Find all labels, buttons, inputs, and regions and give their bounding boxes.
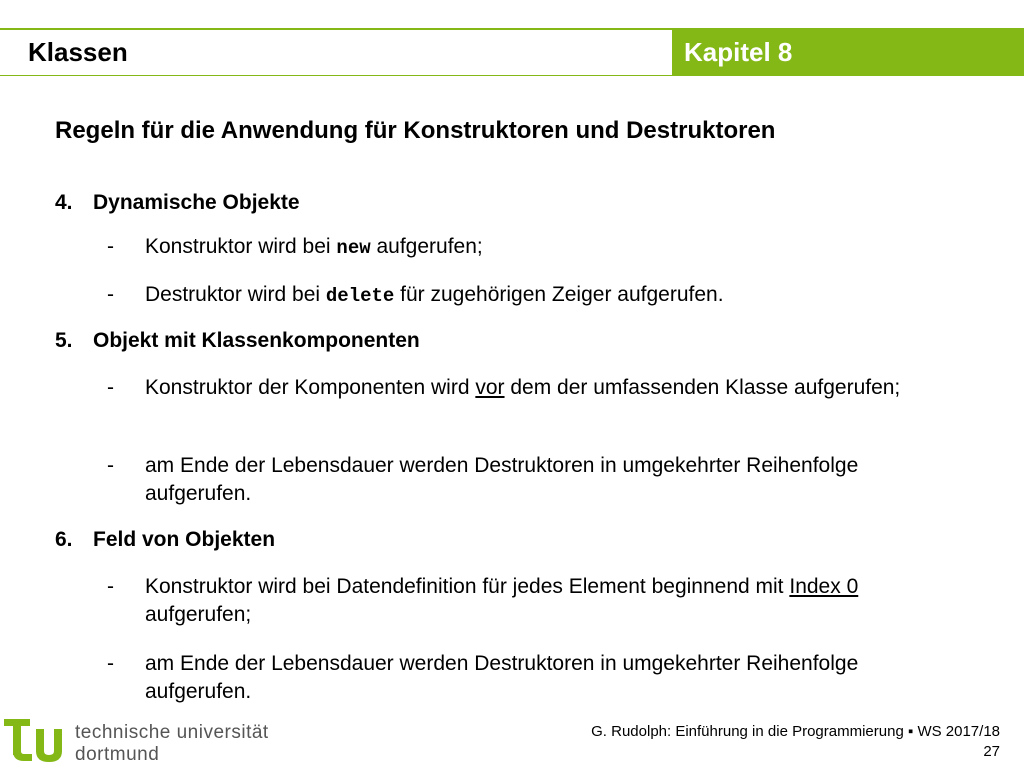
footer-citation: G. Rudolph: Einführung in die Programmierung ▪ WS 2017/18	[591, 723, 1000, 740]
bullet-text-part: dem der umfassenden Klasse aufgerufen;	[504, 376, 901, 399]
bullet-text-part: Konstruktor wird bei Datendefinition für jedes Element beginnend mit	[145, 575, 790, 598]
bullet-dash: -	[107, 454, 114, 477]
university-name-line2: dortmund	[75, 744, 160, 765]
bullet-text	[145, 374, 945, 402]
bullet-text-part: Konstruktor wird bei	[145, 235, 337, 258]
bullet-text-part: aufgerufen;	[145, 603, 252, 626]
bullet-text	[145, 573, 945, 629]
bullet-text-part: Konstruktor der Komponenten wird	[145, 376, 476, 399]
tu-logo-icon	[4, 715, 68, 767]
bullet-dash: -	[107, 283, 114, 306]
bullet-dash: -	[107, 376, 114, 399]
bullet-dash: -	[107, 575, 114, 598]
bullet-text-part: für zugehörigen Zeiger aufgerufen.	[394, 283, 724, 306]
underlined-word: vor	[475, 376, 505, 399]
bullet-dash: -	[107, 235, 114, 258]
list-item-number: 5.	[55, 329, 73, 352]
list-item-title: Feld von Objekten	[93, 528, 276, 551]
list-item-title: Objekt mit Klassenkomponenten	[93, 329, 420, 352]
code-keyword: new	[336, 237, 371, 259]
slide-heading: Regeln für die Anwendung für Konstruktoren und Destruktoren	[55, 117, 776, 144]
bullet-dash: -	[107, 652, 114, 675]
list-item-number: 6.	[55, 528, 73, 551]
bullet-text	[145, 281, 945, 310]
slide-section-title: Klassen	[28, 37, 128, 67]
header-bottom-rule	[0, 75, 1024, 76]
list-item-title: Dynamische Objekte	[93, 191, 300, 214]
code-keyword: delete	[325, 285, 395, 307]
university-name	[75, 722, 269, 766]
page-number: 27	[983, 743, 1000, 760]
bullet-text: am Ende der Lebensdauer werden Destruktoren in umgekehrter Reihenfolge aufgerufen.	[145, 652, 859, 703]
university-name-line1: technische universität	[75, 722, 269, 743]
chapter-label: Kapitel 8	[684, 37, 793, 67]
underlined-word: Index 0	[789, 575, 859, 598]
bullet-text	[145, 233, 945, 262]
chapter-badge	[672, 30, 1024, 75]
bullet-text: am Ende der Lebensdauer werden Destruktoren in umgekehrter Reihenfolge aufgerufen.	[145, 454, 859, 505]
bullet-text-part: Destruktor wird bei	[145, 283, 326, 306]
bullet-text-part: aufgerufen;	[370, 235, 483, 258]
list-item-number: 4.	[55, 191, 73, 214]
